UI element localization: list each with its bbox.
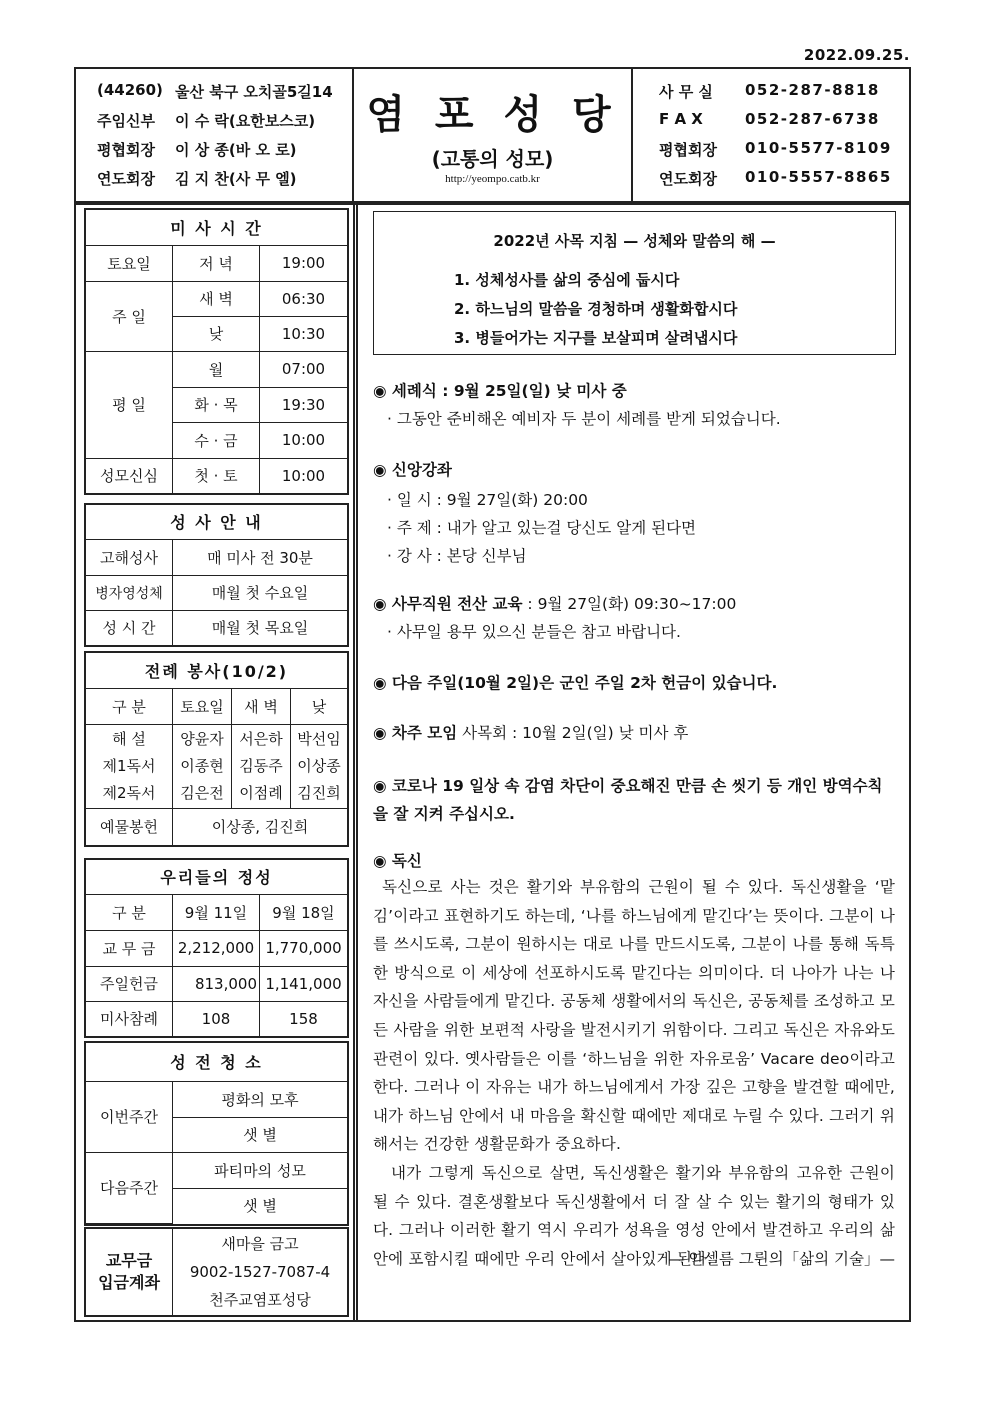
essay-title: ◉ 독신 (373, 852, 422, 870)
sacrament-table (86, 505, 347, 645)
sacrament-value: 매월 첫 수요일 (173, 575, 348, 610)
bulletin-date: 2022.09.25. (803, 46, 910, 64)
contact-number: 010-5557-8865 (745, 168, 892, 186)
essay-paragraph: 독신으로 사는 것은 활기와 부유함의 근원이 될 수 있다. 독신생활을 ‘맡김’이라고 표현하기도 하는데, ‘나를 하느님에게 맡긴다’는 뜻이다. 그분이 나를 쓰시도록, 그분이 원하시는 대로 나를 만드시도록, 그분이 나를 통해 독특한 방식으로 이 세상에 선포하시도록 맡긴다는 의미이다. 더 나아가 나는 나 자신을 사람들에게 맡긴다. 공동체 생활에서의 독신은, 공동체를 조성하고 모든 사람을 위한 보편적 사랑을 발전시키기 위함이다. 그리고 독신은 자유와도 관련이 있다. 옛사람들은 이를 ‘하느님을 위한 자유로움’ Vacare deo이라고 한다. 그러나 이 자유는 내가 하느님에게서 가장 깊은 고향을 발견할 때에만, 내가 하느님 안에서 내 마음을 확신할 때에만 제대로 누릴 수 있다. 그러기 위해서는 건강한 생활문화가 중요하다. (373, 878, 895, 1154)
contact-label: 연도회장 (659, 170, 717, 188)
mass-name: 낮 (173, 316, 260, 351)
pastoral-policy-box (373, 211, 896, 355)
liturgy-person: 이종현 (180, 756, 224, 775)
mass-time: 07:00 (260, 351, 348, 387)
notice-heading: ◉ 사무직원 전산 교육 (373, 595, 523, 613)
account-holder: 천주교염포성당 (209, 1291, 311, 1309)
cleaning-box (84, 1041, 349, 1226)
liturgy-role: 해 설 (112, 729, 146, 748)
mass-name: 첫 · 토 (173, 458, 260, 493)
cleaning-group: 파티마의 성모 (173, 1152, 348, 1188)
notice-detail: · 강 사 : 본당 신부님 (387, 547, 527, 565)
info-value: 이 수 락(요한보스코) (175, 112, 316, 130)
contact-label: 평협회장 (659, 141, 717, 159)
liturgy-box (84, 651, 349, 847)
mass-time: 10:30 (260, 316, 348, 351)
info-label: 주임신부 (97, 112, 155, 130)
address: 울산 북구 오치골5길14 (175, 83, 333, 101)
finance-value: 2,212,000 (173, 930, 260, 966)
finance-value: 158 (260, 1001, 348, 1036)
finance-head: 9월 11일 (173, 894, 260, 930)
mass-time: 19:30 (260, 387, 348, 422)
contact-number: 052-287-6738 (745, 110, 880, 128)
liturgy-head: 토요일 (173, 688, 232, 724)
notice-meeting (373, 721, 903, 743)
notice-heading: ◉ 코로나 19 일상 속 감염 차단이 중요해진 만큼 손 씻기 등 개인 방역수칙을 잘 지켜 주십시오. (373, 777, 883, 823)
liturgy-title: 전례 봉사(10/2) (86, 653, 347, 688)
policy-item: 3. 병들어가는 지구를 보살피며 살려냅시다 (454, 329, 738, 347)
offering-value: 이상종, 김진희 (173, 808, 348, 845)
cleaning-group: 샛 별 (173, 1117, 348, 1152)
notice-heading-detail: : 9월 27일(화) 09:30~17:00 (522, 595, 737, 613)
sacrament-title: 성 사 안 내 (86, 505, 347, 539)
info-label: 평협회장 (97, 141, 155, 159)
liturgy-head: 낮 (291, 688, 348, 724)
header (74, 67, 911, 203)
account-table (86, 1229, 347, 1315)
info-label: 연도회장 (97, 170, 155, 188)
bank-name: 새마을 금고 (221, 1235, 299, 1253)
notice-heading: ◉ 차주 모임 (373, 724, 458, 742)
contact-number: 052-287-8818 (745, 81, 880, 99)
patron-name: (고통의 성모) (431, 147, 554, 171)
postal-code: (44260) (97, 81, 163, 99)
finance-value: 1,141,000 (260, 966, 348, 1001)
info-value: 이 상 종(바 오 로) (175, 141, 297, 159)
finance-head: 구 분 (86, 894, 173, 930)
liturgy-person: 김동주 (239, 756, 283, 775)
liturgy-person: 김은전 (180, 783, 224, 802)
liturgy-person: 이점례 (239, 783, 283, 802)
notice-detail: · 사무일 용무 있으신 분들은 참고 바랍니다. (387, 623, 681, 641)
notice-detail: · 주 제 : 내가 알고 있는걸 당신도 알게 된다면 (387, 519, 697, 537)
liturgy-head: 새 벽 (232, 688, 291, 724)
mass-name: 새 벽 (173, 281, 260, 316)
policy-title: 2022년 사목 지침 — 성체와 말씀의 해 — (493, 232, 776, 250)
notice-heading: ◉ 세례식 : 9월 25일(일) 낮 미사 중 (373, 382, 627, 400)
policy-item: 1. 성체성사를 삶의 중심에 둡시다 (454, 271, 680, 289)
notice-baptism (373, 379, 903, 429)
main-body (74, 203, 911, 1322)
notice-detail: · 그동안 준비해온 예비자 두 분이 세례를 받게 되었습니다. (387, 410, 781, 428)
essay-section (373, 849, 895, 1273)
column-divider (353, 205, 358, 1320)
info-value: 김 지 찬(사 무 엘) (175, 170, 297, 188)
cleaning-group: 평화의 모후 (173, 1081, 348, 1117)
liturgy-table (86, 653, 347, 845)
liturgy-head: 구 분 (86, 688, 173, 724)
mass-times-title: 미 사 시 간 (86, 210, 347, 245)
mass-times-table (86, 210, 347, 493)
finance-label: 교 무 금 (86, 930, 173, 966)
finance-table (86, 860, 347, 1036)
liturgy-role: 제1독서 (102, 756, 156, 775)
finance-title: 우리들의 정성 (86, 860, 347, 894)
mass-name: 화 · 목 (173, 387, 260, 422)
notice-military-sunday (373, 671, 903, 693)
sacrament-label: 고해성사 (86, 539, 173, 575)
offering-label: 예물봉헌 (86, 808, 173, 845)
contact-number: 010-5577-8109 (745, 139, 892, 157)
mass-name: 저 녁 (173, 245, 260, 281)
cleaning-group: 샛 별 (173, 1188, 348, 1223)
mass-day: 주 일 (86, 281, 173, 351)
contact-label: 사 무 실 (659, 83, 713, 101)
mass-times-box (84, 208, 349, 495)
notice-detail: · 일 시 : 9월 27일(화) 20:00 (387, 491, 588, 509)
website-url[interactable]: http://yeompo.catb.kr (445, 173, 540, 185)
cleaning-table (86, 1043, 347, 1224)
sacrament-label: 성 시 간 (86, 610, 173, 645)
cleaning-week: 다음주간 (86, 1152, 173, 1223)
account-number: 9002-1527-7087-4 (189, 1263, 331, 1281)
essay-source: — 안셀름 그륀의「삶의 기술」— (668, 1250, 895, 1269)
mass-time: 10:00 (260, 422, 348, 458)
mass-day: 토요일 (86, 245, 173, 281)
mass-time: 19:00 (260, 245, 348, 281)
finance-value: 813,000 (173, 966, 260, 1001)
account-label: 교무금 (105, 1251, 153, 1270)
sacrament-value: 매월 첫 목요일 (173, 610, 348, 645)
contact-label: F A X (659, 110, 703, 128)
cleaning-title: 성 전 청 소 (86, 1043, 347, 1081)
liturgy-person: 박선임 (297, 729, 341, 748)
mass-name: 월 (173, 351, 260, 387)
notice-heading-detail: 사목회 : 10월 2일(일) 낮 미사 후 (457, 724, 689, 742)
finance-label: 미사참례 (86, 1001, 173, 1036)
church-name: 염 포 성 당 (366, 91, 619, 138)
sacrament-label: 병자영성체 (86, 575, 173, 610)
sacrament-value: 매 미사 전 30분 (173, 539, 348, 575)
notice-heading: ◉ 다음 주일(10월 2일)은 군인 주일 2차 헌금이 있습니다. (373, 674, 778, 692)
finance-box (84, 858, 349, 1038)
account-box (84, 1227, 349, 1317)
contact-info (631, 69, 911, 201)
mass-name: 수 · 금 (173, 422, 260, 458)
sacrament-box (84, 503, 349, 647)
notice-heading: ◉ 신앙강좌 (373, 461, 452, 479)
account-label: 입금계좌 (98, 1273, 160, 1292)
finance-value: 1,770,000 (260, 930, 348, 966)
finance-value: 108 (173, 1001, 260, 1036)
mass-day: 평 일 (86, 351, 173, 458)
notice-lecture (373, 458, 903, 566)
liturgy-person: 이상종 (297, 756, 341, 775)
liturgy-person: 양윤자 (180, 729, 224, 748)
notice-covid (373, 772, 893, 828)
finance-head: 9월 18일 (260, 894, 348, 930)
essay-paragraph: 내가 그렇게 독신으로 살면, 독신생활은 활기와 부유함의 고유한 근원이 될 수 있다. 결혼생활보다 독신생활에서 더 잘 살 수 있는 활기의 형태가 있다. 그러나 이러한 활기 역시 우리가 성욕을 영성 안에서 발견하고 우리의 삶 안에 포함시킬 때에만 우리 안에서 살아있게 된다. (373, 1163, 895, 1268)
notice-staff-training (373, 592, 903, 642)
policy-item: 2. 하느님의 말씀을 경청하며 생활화합시다 (454, 300, 738, 318)
parish-info (76, 69, 354, 201)
finance-label: 주일헌금 (86, 966, 173, 1001)
mass-time: 10:00 (260, 458, 348, 493)
mass-time: 06:30 (260, 281, 348, 316)
mass-day: 성모신심 (86, 458, 173, 493)
liturgy-person: 김진희 (297, 783, 341, 802)
liturgy-person: 서은하 (239, 729, 283, 748)
liturgy-role: 제2독서 (102, 783, 156, 802)
parish-title-block (354, 69, 631, 201)
cleaning-week: 이번주간 (86, 1081, 173, 1152)
